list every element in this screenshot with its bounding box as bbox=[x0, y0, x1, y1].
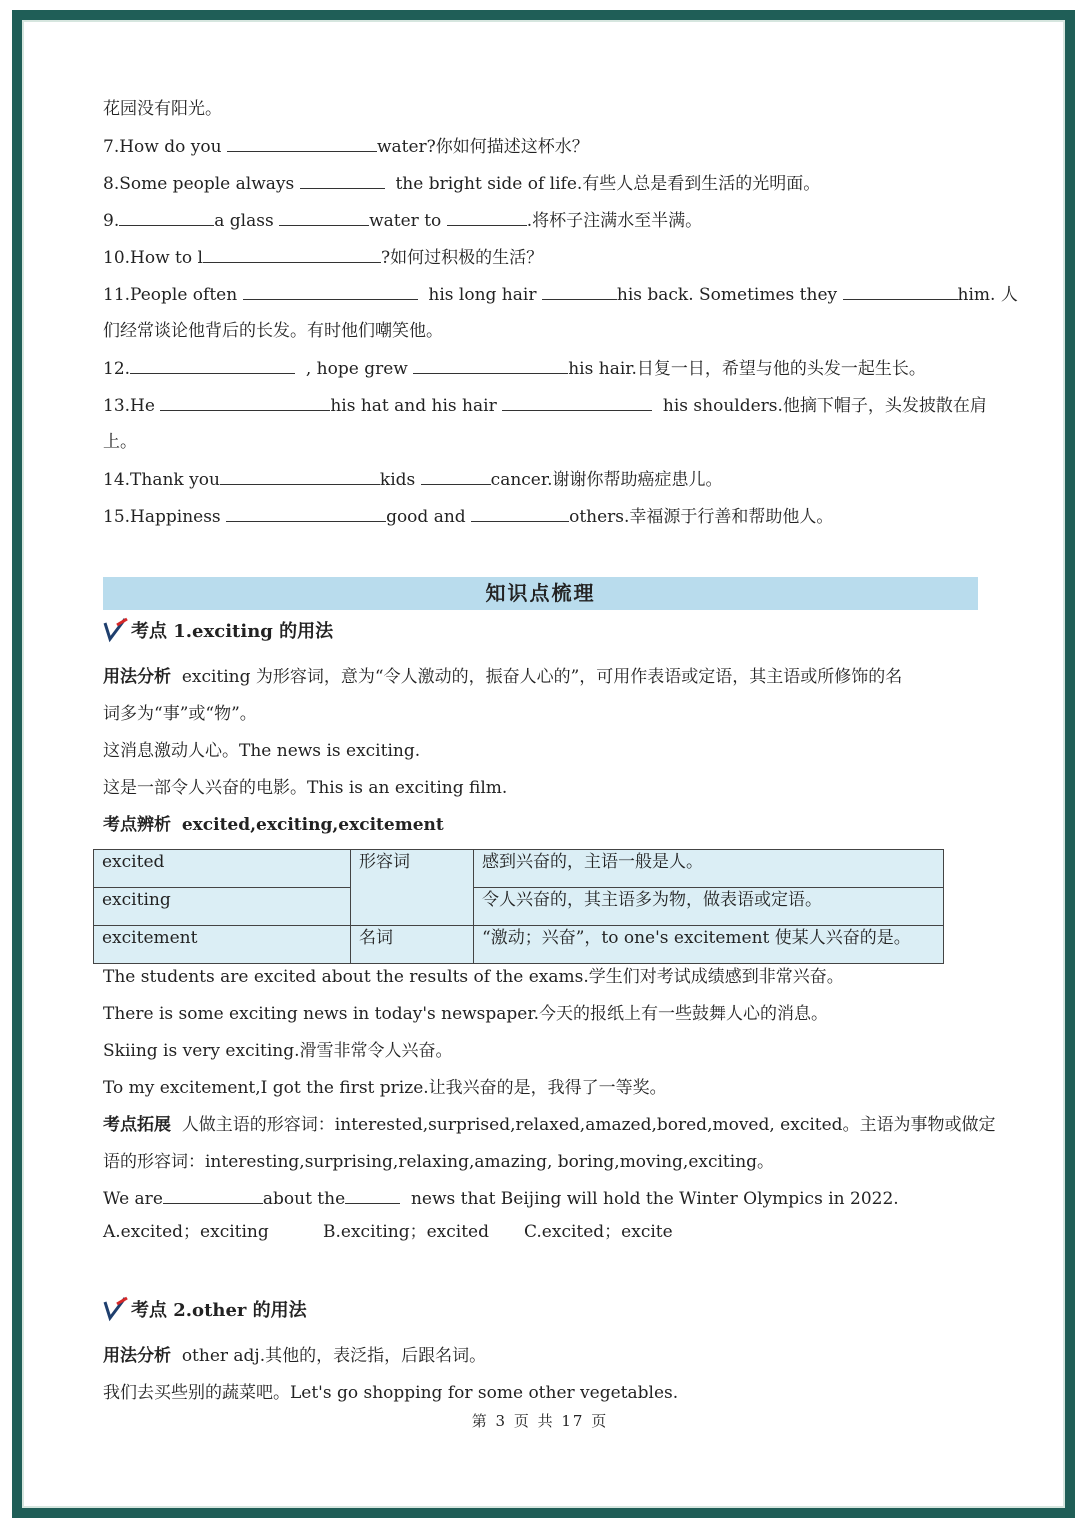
kp1-option-a[interactable]: A.excited；exciting bbox=[103, 1222, 269, 1242]
answer-blank[interactable] bbox=[279, 209, 369, 226]
answer-blank[interactable] bbox=[226, 505, 386, 522]
answer-blank[interactable] bbox=[130, 357, 295, 374]
text-line: 花园没有阳光。 bbox=[103, 99, 222, 119]
pencil-check-icon bbox=[103, 617, 129, 643]
answer-blank[interactable] bbox=[203, 246, 381, 263]
page-border-frame bbox=[12, 10, 1075, 1518]
answer-blank[interactable] bbox=[345, 1187, 400, 1204]
answer-blank[interactable] bbox=[542, 283, 617, 300]
table-row bbox=[94, 850, 944, 888]
answer-blank[interactable] bbox=[421, 468, 491, 485]
table-cell: “激动；兴奋”，to one's excitement 使某人兴奋的是。 bbox=[474, 926, 944, 964]
question-9: 9. a glass water to .将杯子注满水至半满。 bbox=[103, 211, 703, 231]
kp1-heading: 考点 1.exciting 的用法 bbox=[103, 617, 333, 643]
kp1-diff: 考点辨析 excited,exciting,excitement bbox=[103, 815, 444, 835]
table-cell: 名词 bbox=[351, 926, 474, 964]
kp1-usage-cont: 词多为“事”或“物”。 bbox=[103, 704, 257, 724]
section-title-bar: 知识点梳理 bbox=[103, 577, 978, 610]
kp1-sentence-1: The students are excited about the results of the exams.学生们对考试成绩感到非常兴奋。 bbox=[103, 967, 844, 987]
kp1-quiz: We are about the news that Beijing will hold the Winter Olympics in 2022. bbox=[103, 1189, 899, 1209]
kp1-extension: 考点拓展 人做主语的形容词：interested,surprised,relaxed,amazed,bored,moved, excited。主语为事物或做定 bbox=[103, 1115, 996, 1135]
question-15: 15.Happiness good and others.幸福源于行善和帮助他人。 bbox=[103, 507, 834, 527]
question-8: 8.Some people always the bright side of life.有些人总是看到生活的光明面。 bbox=[103, 174, 821, 194]
kp1-sentence-3: Skiing is very exciting.滑雪非常令人兴奋。 bbox=[103, 1041, 453, 1061]
kp2-example-1: 我们去买些别的蔬菜吧。Let's go shopping for some other vegetables. bbox=[103, 1383, 679, 1403]
kp2-usage: 用法分析 other adj.其他的，表泛指，后跟名词。 bbox=[103, 1346, 487, 1366]
pencil-check-icon bbox=[103, 1296, 129, 1322]
answer-blank[interactable] bbox=[227, 135, 377, 152]
answer-blank[interactable] bbox=[471, 505, 569, 522]
answer-blank[interactable] bbox=[119, 209, 214, 226]
answer-blank[interactable] bbox=[163, 1187, 263, 1204]
kp1-usage: 用法分析 exciting 为形容词，意为“令人激动的，振奋人心的”，可用作表语或定语，其主语或所修饰的名 bbox=[103, 667, 903, 687]
comparison-table bbox=[93, 849, 944, 964]
table-cell: excitement bbox=[94, 926, 351, 964]
answer-blank[interactable] bbox=[160, 394, 330, 411]
question-12: 12. , hope grew his hair.日复一日，希望与他的头发一起生长。 bbox=[103, 359, 926, 379]
table-cell: exciting bbox=[94, 888, 351, 926]
answer-blank[interactable] bbox=[220, 468, 380, 485]
answer-blank[interactable] bbox=[447, 209, 527, 226]
question-7: 7.How do you water?你如何描述这杯水？ bbox=[103, 137, 589, 157]
page-number-footer: 第 3 页 共 17 页 bbox=[471, 1412, 609, 1430]
kp1-example-1: 这消息激动人心。The news is exciting. bbox=[103, 741, 421, 761]
table-row bbox=[94, 888, 944, 926]
kp1-extension-cont: 语的形容词：interesting,surprising,relaxing,amazing, boring,moving,exciting。 bbox=[103, 1152, 775, 1172]
question-13: 13.He his hat and his hair his shoulders.他摘下帽子，头发披散在肩 bbox=[103, 396, 987, 416]
table-cell: excited bbox=[94, 850, 351, 888]
kp1-example-2: 这是一部令人兴奋的电影。This is an exciting film. bbox=[103, 778, 508, 798]
question-14: 14.Thank you kids cancer.谢谢你帮助癌症患儿。 bbox=[103, 470, 723, 490]
question-11: 11.People often his long hair his back. Sometimes they him. 人 bbox=[103, 285, 1018, 305]
table-row bbox=[94, 926, 944, 964]
kp1-sentence-4: To my excitement,I got the first prize.让我兴奋的是，我得了一等奖。 bbox=[103, 1078, 667, 1098]
kp1-option-b[interactable]: B.exciting；excited bbox=[323, 1222, 489, 1242]
kp2-heading: 考点 2.other 的用法 bbox=[103, 1296, 307, 1322]
table-cell: 形容词 bbox=[351, 850, 474, 926]
answer-blank[interactable] bbox=[300, 172, 385, 189]
answer-blank[interactable] bbox=[843, 283, 958, 300]
text-line: 们经常谈论他背后的长发。有时他们嘲笑他。 bbox=[103, 321, 443, 341]
answer-blank[interactable] bbox=[502, 394, 652, 411]
question-10: 10.How to l ?如何过积极的生活？ bbox=[103, 248, 544, 268]
kp1-sentence-2: There is some exciting news in today's newspaper.今天的报纸上有一些鼓舞人心的消息。 bbox=[103, 1004, 829, 1024]
answer-blank[interactable] bbox=[413, 357, 568, 374]
text-line: 上。 bbox=[103, 432, 137, 452]
table-cell: 感到兴奋的，主语一般是人。 bbox=[474, 850, 944, 888]
kp1-option-c[interactable]: C.excited；excite bbox=[524, 1222, 673, 1242]
answer-blank[interactable] bbox=[243, 283, 418, 300]
table-cell: 令人兴奋的，其主语多为物，做表语或定语。 bbox=[474, 888, 944, 926]
